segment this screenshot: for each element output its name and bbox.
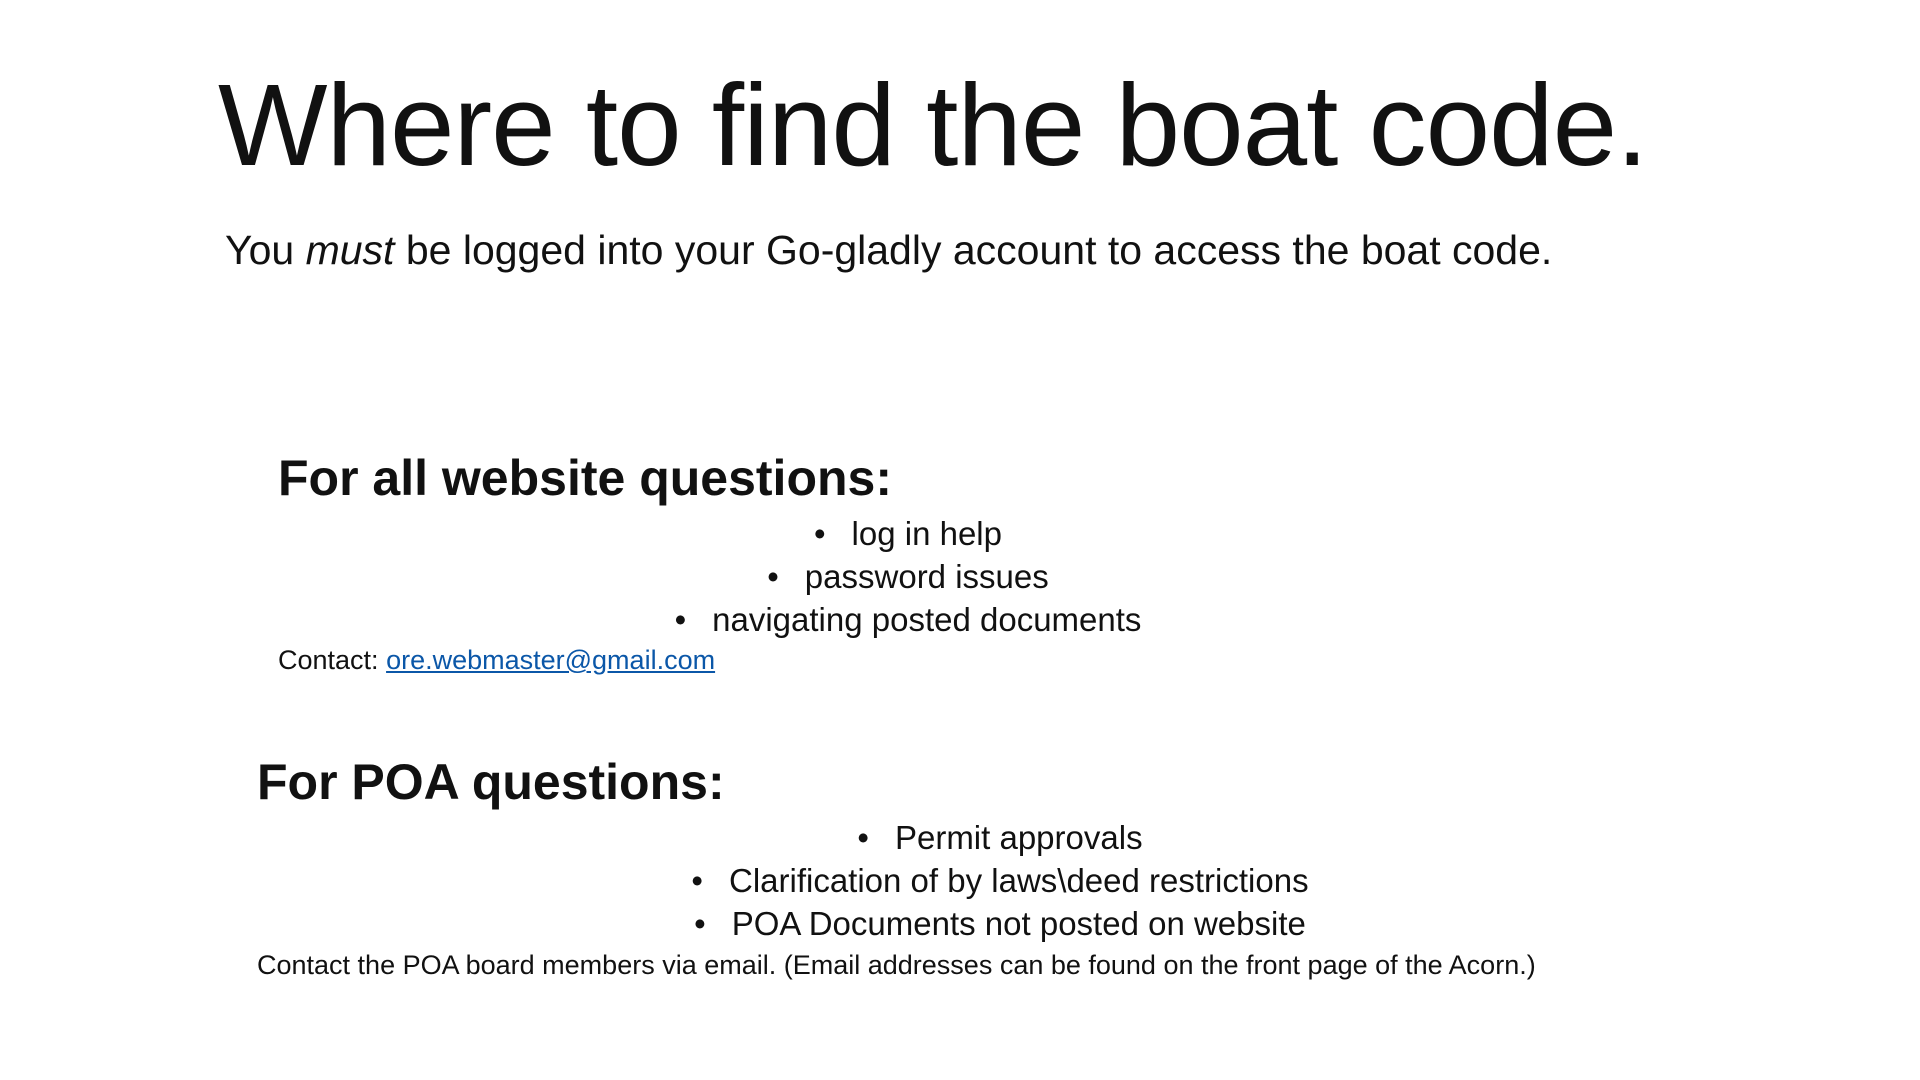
slide-title: Where to find the boat code.: [218, 60, 1648, 190]
poa-questions-heading: For POA questions:: [257, 754, 725, 810]
subtitle-emphasis: must: [305, 227, 395, 273]
list-item: [640, 816, 1360, 859]
subtitle-text-after: be logged into your Go-gladly account to access the boat code.: [394, 227, 1553, 273]
list-item-text: POA Documents not posted on website: [731, 905, 1306, 942]
list-item: [598, 512, 1218, 555]
list-item: [640, 859, 1360, 902]
bullet-icon: •: [674, 601, 687, 638]
list-item: [640, 902, 1360, 945]
list-item: [598, 555, 1218, 598]
list-item-text: Permit approvals: [894, 819, 1143, 856]
list-item-text: navigating posted documents: [712, 601, 1142, 638]
bullet-icon: •: [857, 819, 869, 856]
website-contact-line: [278, 644, 715, 676]
website-questions-heading: For all website questions:: [278, 450, 892, 506]
webmaster-email-link[interactable]: ore.webmaster@gmail.com: [386, 645, 716, 675]
slide-subtitle: [225, 226, 1552, 275]
contact-label: Contact:: [278, 645, 387, 675]
website-questions-list: [598, 512, 1218, 641]
list-item: [598, 598, 1218, 641]
bullet-icon: •: [691, 862, 703, 899]
bullet-icon: •: [694, 905, 706, 942]
list-item-text: Clarification of by laws\deed restrictions: [728, 862, 1309, 899]
subtitle-text-before: You: [225, 227, 306, 273]
list-item-text: password issues: [804, 558, 1049, 595]
list-item-text: log in help: [851, 515, 1002, 552]
poa-questions-list: [640, 816, 1360, 945]
bullet-icon: •: [813, 515, 826, 552]
bullet-icon: •: [767, 558, 779, 595]
poa-contact-line: Contact the POA board members via email. (Email addresses can be found on the front page of the Acorn.): [257, 950, 1536, 980]
